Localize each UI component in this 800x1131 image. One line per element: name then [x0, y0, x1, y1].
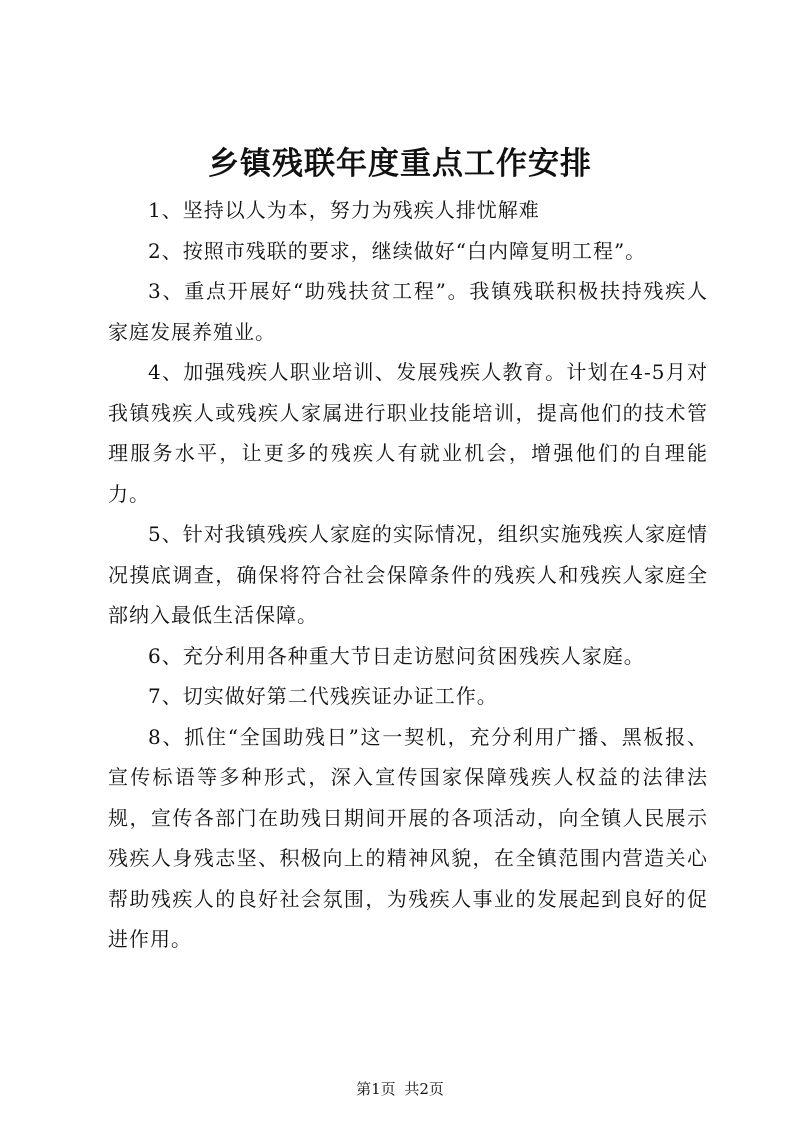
page-footer [0, 1078, 800, 1099]
document-title: 乡镇残联年度重点工作安排 [208, 146, 592, 182]
paragraph-5: 5、针对我镇残疾人家庭的实际情况，组织实施残疾人家庭情况摸底调查，确保将符合社会保障条件的残疾人和残疾人家庭全部纳入最低生活保障。 [108, 522, 708, 627]
paragraph-4: 4、加强残疾人职业培训、发展残疾人教育。计划在4-5月对我镇残疾人或残疾人家属进行职业技能培训，提高他们的技术管理服务水平，让更多的残疾人有就业机会，增强他们的自理能力。 [108, 360, 708, 506]
paragraph-6: 6、充分利用各种重大节日走访慰问贫困残疾人家庭。 [148, 643, 645, 668]
paragraph-1: 1、坚持以人为本，努力为残疾人排忧解难 [148, 198, 540, 222]
page-total: 共2页 [404, 1080, 444, 1098]
paragraph-8: 8、抓住“全国助残日”这一契机，充分利用广播、黑板报、宣传标语等多种形式，深入宣传国家保障残疾人权益的法律法规，宣传各部门在助残日期间开展的各项活动，向全镇人民展示残疾人身残志坚、积极向上的精神风貌，在全镇范围内营造关心帮助残疾人的良好社会氛围，为残疾人事业的发展起到良好的促进作用。 [108, 724, 708, 951]
paragraph-7: 7、切实做好第二代残疾证办证工作。 [148, 684, 498, 708]
page-number: 第1页 [356, 1080, 396, 1098]
document-body [108, 190, 708, 960]
paragraph-3: 3、重点开展好“助残扶贫工程”。我镇残联积极扶持残疾人家庭发展养殖业。 [108, 279, 708, 344]
paragraph-2: 2、按照市残联的要求，继续做好“白内障复明工程”。 [148, 238, 647, 263]
